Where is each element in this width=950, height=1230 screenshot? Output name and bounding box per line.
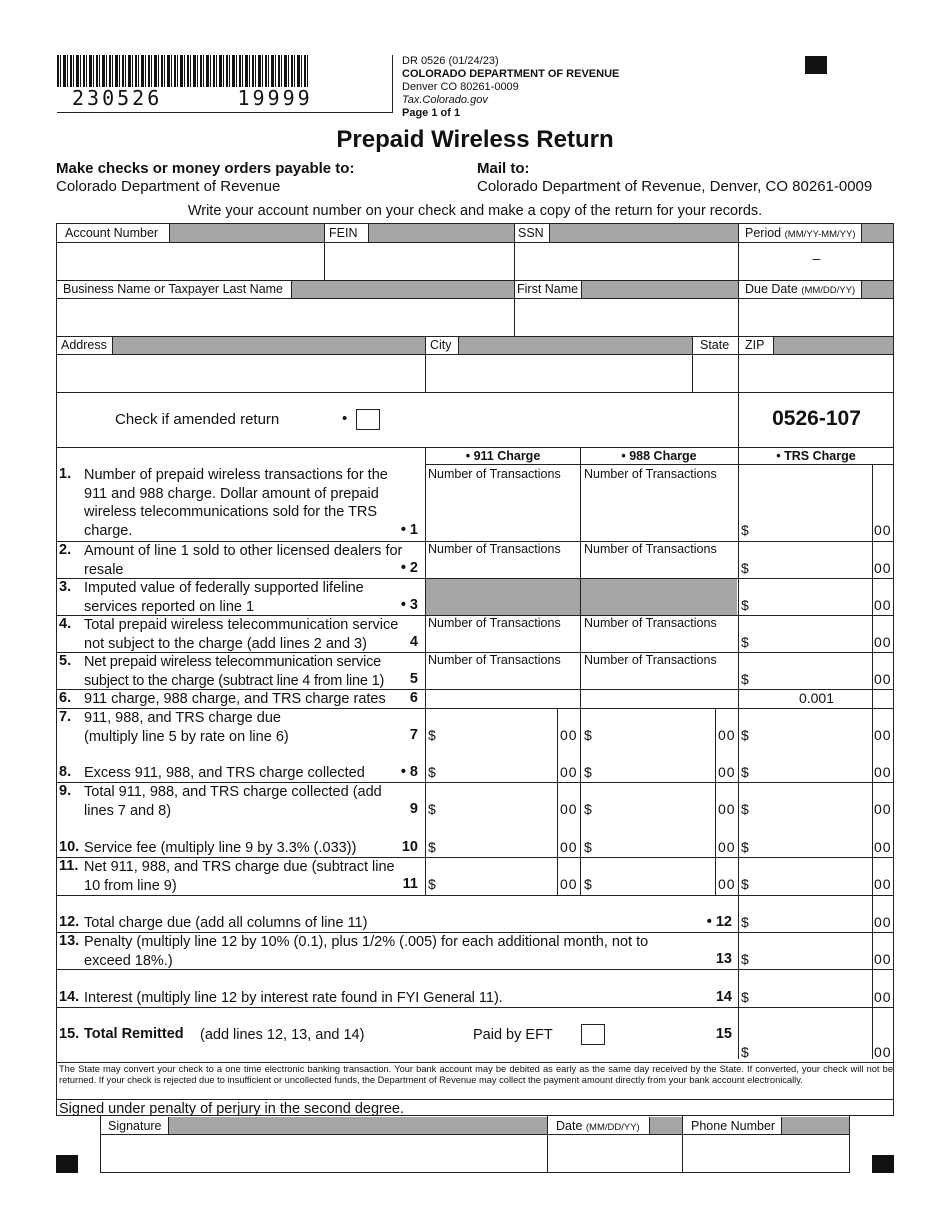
line-9-number: 9. bbox=[59, 783, 72, 799]
line-14-text: Interest (multiply line 12 by interest rate found in FYI General 11). bbox=[84, 990, 503, 1006]
line-4-text: Total prepaid wireless telecommunication service not subject to the charge (add lines 2 and 3) bbox=[84, 617, 399, 652]
payable-value: Colorado Department of Revenue bbox=[56, 178, 281, 195]
website: Tax.Colorado.gov bbox=[402, 94, 488, 106]
signature-label: Signature bbox=[108, 1119, 162, 1133]
line-1-ref: • 1 bbox=[400, 522, 418, 538]
line-5-trs-dollar: $ bbox=[741, 671, 749, 687]
amended-label: Check if amended return bbox=[115, 411, 280, 428]
eft-label: Paid by EFT bbox=[473, 1027, 553, 1043]
line-2-911-caption: Number of Transactions bbox=[428, 542, 561, 556]
line-4-911-caption: Number of Transactions bbox=[428, 616, 561, 630]
line-14-dollar: $ bbox=[741, 989, 749, 1005]
form-code: 0526-107 bbox=[772, 407, 861, 430]
line-8-trs-dollar: $ bbox=[741, 764, 749, 780]
line-3-ref: • 3 bbox=[400, 597, 418, 613]
dept-address: Denver CO 80261-0009 bbox=[402, 81, 519, 93]
line-12-text: Total charge due (add all columns of line 11) bbox=[84, 915, 368, 931]
line-7-988-cents: 00 bbox=[718, 727, 736, 743]
page-title: Prepaid Wireless Return bbox=[336, 126, 614, 153]
line-1-number: 1. bbox=[59, 466, 72, 482]
line-8-trs-cents: 00 bbox=[874, 764, 892, 780]
line-7-text: 911, 988, and TRS charge due (multiply line 5 by rate on line 6) bbox=[84, 710, 289, 745]
page-number: Page 1 of 1 bbox=[402, 107, 461, 119]
line-13-ref: 13 bbox=[715, 951, 732, 967]
line-9-ref: 9 bbox=[409, 801, 418, 817]
line-8-text: Excess 911, 988, and TRS charge collected bbox=[84, 765, 365, 781]
first-name-label: First Name bbox=[517, 282, 579, 296]
line-4-ref: 4 bbox=[409, 634, 418, 650]
due-date-field[interactable] bbox=[739, 299, 893, 335]
account-number-field[interactable] bbox=[57, 243, 323, 279]
line-14-cents: 00 bbox=[874, 989, 892, 1005]
line-9-911-dollar: $ bbox=[428, 801, 436, 817]
line-6-trs-rate: 0.001 bbox=[798, 690, 835, 706]
line-11-988-dollar: $ bbox=[584, 876, 592, 892]
line-11-988-cents: 00 bbox=[718, 876, 736, 892]
line-1-trs-cents: 00 bbox=[874, 522, 892, 538]
col-988-header: • 988 Charge bbox=[621, 449, 697, 463]
instruction: Write your account number on your check and make a copy of the return for your records. bbox=[187, 203, 763, 219]
state-field[interactable] bbox=[693, 355, 737, 391]
city-field[interactable] bbox=[426, 355, 691, 391]
line-9-988-dollar: $ bbox=[584, 801, 592, 817]
line-2-trs-dollar: $ bbox=[741, 560, 749, 576]
line-8-988-dollar: $ bbox=[584, 764, 592, 780]
line-11-number: 11. bbox=[59, 858, 79, 874]
line-10-trs-cents: 00 bbox=[874, 839, 892, 855]
line-10-text: Service fee (multiply line 9 by 3.3% (.033)) bbox=[84, 840, 357, 856]
line-13-number: 13. bbox=[59, 933, 80, 949]
line-1-988-caption: Number of Transactions bbox=[584, 467, 717, 481]
line-10-988-dollar: $ bbox=[584, 839, 592, 855]
line-4-trs-dollar: $ bbox=[741, 634, 749, 650]
line-13-text: Penalty (multiply line 12 by 10% (0.1), plus 1/2% (.005) for each additional month, not to exceed 18%.) bbox=[84, 934, 649, 969]
line-8-988-cents: 00 bbox=[718, 764, 736, 780]
line-1-trs-dollar: $ bbox=[741, 522, 749, 538]
line-9-text: Total 911, 988, and TRS charge collected (add lines 7 and 8) bbox=[84, 784, 382, 819]
line-5-text: Net prepaid wireless telecommunication service subject to the charge (subtract line 4 from line 1) bbox=[84, 654, 385, 689]
ssn-label: SSN bbox=[518, 226, 544, 240]
line-7-trs-cents: 00 bbox=[874, 727, 892, 743]
dept-name: COLORADO DEPARTMENT OF REVENUE bbox=[402, 68, 620, 80]
registration-mark bbox=[56, 1155, 78, 1173]
line-15-text: Total Remitted bbox=[84, 1026, 184, 1042]
city-label: City bbox=[430, 338, 452, 352]
address-field[interactable] bbox=[57, 355, 424, 391]
line-10-911-dollar: $ bbox=[428, 839, 436, 855]
line-12-number: 12. bbox=[59, 914, 80, 930]
line-6-number: 6. bbox=[59, 690, 72, 706]
account-number-label: Account Number bbox=[65, 226, 159, 240]
registration-mark bbox=[872, 1155, 894, 1173]
line-7-911-cents: 00 bbox=[560, 727, 578, 743]
line-14-ref: 14 bbox=[715, 989, 732, 1005]
line-9-trs-cents: 00 bbox=[874, 801, 892, 817]
line-12-ref: • 12 bbox=[706, 914, 732, 930]
line-5-911-caption: Number of Transactions bbox=[428, 653, 561, 667]
line-5-988-caption: Number of Transactions bbox=[584, 653, 717, 667]
line-8-number: 8. bbox=[59, 764, 72, 780]
line-5-ref: 5 bbox=[409, 671, 418, 687]
amended-checkbox[interactable] bbox=[356, 409, 380, 430]
line-15-cents: 00 bbox=[874, 1044, 892, 1060]
phone-label: Phone Number bbox=[691, 1119, 776, 1133]
line-6-text: 911 charge, 988 charge, and TRS charge rates bbox=[84, 691, 386, 707]
line-2-number: 2. bbox=[59, 542, 72, 558]
barcode-number: 230526 19999 bbox=[72, 86, 313, 110]
line-3-trs-cents: 00 bbox=[874, 597, 892, 613]
line-7-number: 7. bbox=[59, 709, 72, 725]
line-10-ref: 10 bbox=[401, 839, 418, 855]
line-10-trs-dollar: $ bbox=[741, 839, 749, 855]
col-trs-header: • TRS Charge bbox=[776, 449, 856, 463]
amended-bullet: • bbox=[342, 410, 348, 427]
line-2-988-caption: Number of Transactions bbox=[584, 542, 717, 556]
line-2-ref: • 2 bbox=[400, 560, 418, 576]
line-11-911-dollar: $ bbox=[428, 876, 436, 892]
line-14-number: 14. bbox=[59, 989, 80, 1005]
line-9-911-cents: 00 bbox=[560, 801, 578, 817]
line-6-ref: 6 bbox=[409, 690, 418, 706]
line-11-trs-dollar: $ bbox=[741, 876, 749, 892]
line-7-trs-dollar: $ bbox=[741, 727, 749, 743]
line-7-ref: 7 bbox=[409, 727, 418, 743]
line-15-text2: (add lines 12, 13, and 14) bbox=[200, 1027, 365, 1043]
line-8-ref: • 8 bbox=[400, 764, 418, 780]
zip-field[interactable] bbox=[739, 355, 893, 391]
line-3-text: Imputed value of federally supported lifeline services reported on line 1 bbox=[84, 580, 364, 615]
mail-label: Mail to: bbox=[477, 160, 530, 177]
barcode bbox=[57, 55, 310, 87]
line-10-number: 10. bbox=[59, 839, 80, 855]
ssn-field[interactable] bbox=[515, 243, 737, 279]
line-15-ref: 15 bbox=[715, 1026, 732, 1042]
line-13-dollar: $ bbox=[741, 951, 749, 967]
disclaimer: The State may convert your check to a one time electronic banking transaction. Your bank account may be debited as early as the same day received by the State. If converted, your check will not be returned. If your check is rejected due to insufficient or uncollected funds, the Department of Revenue may collect the payment amount directly from your bank account electronically. bbox=[59, 1064, 893, 1085]
state-label: State bbox=[700, 338, 730, 352]
line-2-trs-cents: 00 bbox=[874, 560, 892, 576]
fein-label: FEIN bbox=[329, 226, 358, 240]
line-11-911-cents: 00 bbox=[560, 876, 578, 892]
mail-value: Colorado Department of Revenue, Denver, CO 80261-0009 bbox=[477, 178, 873, 195]
phone-field[interactable] bbox=[683, 1135, 849, 1172]
line-10-988-cents: 00 bbox=[718, 839, 736, 855]
line-12-cents: 00 bbox=[874, 914, 892, 930]
line-4-number: 4. bbox=[59, 616, 72, 632]
zip-label: ZIP bbox=[745, 338, 765, 352]
line-9-trs-dollar: $ bbox=[741, 801, 749, 817]
signed-statement: Signed under penalty of perjury in the second degree. bbox=[59, 1101, 405, 1117]
line-7-988-dollar: $ bbox=[584, 727, 592, 743]
signature-field[interactable] bbox=[101, 1135, 546, 1172]
line-5-number: 5. bbox=[59, 653, 72, 669]
line-8-911-dollar: $ bbox=[428, 764, 436, 780]
sign-date-field[interactable] bbox=[548, 1135, 681, 1172]
line-11-text: Net 911, 988, and TRS charge due (subtract line 10 from line 9) bbox=[84, 859, 395, 894]
registration-mark bbox=[805, 56, 827, 74]
line-8-911-cents: 00 bbox=[560, 764, 578, 780]
line-15-number: 15. bbox=[59, 1026, 80, 1042]
line-9-988-cents: 00 bbox=[718, 801, 736, 817]
line-12-dollar: $ bbox=[741, 914, 749, 930]
address-label: Address bbox=[61, 338, 107, 352]
line-1-911-caption: Number of Transactions bbox=[428, 467, 561, 481]
payable-label: Make checks or money orders payable to: bbox=[56, 160, 355, 177]
line-3-trs-dollar: $ bbox=[741, 597, 749, 613]
period-label: Period (MM/YY-MM/YY) bbox=[745, 226, 856, 240]
col-911-header: • 911 Charge bbox=[465, 449, 541, 463]
line-3-number: 3. bbox=[59, 579, 72, 595]
eft-checkbox[interactable] bbox=[581, 1024, 605, 1045]
line-10-911-cents: 00 bbox=[560, 839, 578, 855]
line-4-988-caption: Number of Transactions bbox=[584, 616, 717, 630]
line-15-dollar: $ bbox=[741, 1044, 749, 1060]
fein-field[interactable] bbox=[325, 243, 513, 279]
form-id: DR 0526 (01/24/23) bbox=[402, 55, 499, 67]
first-name-field[interactable] bbox=[515, 299, 737, 335]
line-1-text: Number of prepaid wireless transactions for the 911 and 988 charge. Dollar amount of prepaid wireless telecommunications sold for the TRS charge. bbox=[84, 467, 388, 539]
line-13-cents: 00 bbox=[874, 951, 892, 967]
line-2-text: Amount of line 1 sold to other licensed dealers for resale bbox=[84, 543, 403, 578]
business-name-label: Business Name or Taxpayer Last Name bbox=[63, 282, 284, 296]
line-11-trs-cents: 00 bbox=[874, 876, 892, 892]
line-5-trs-cents: 00 bbox=[874, 671, 892, 687]
due-date-label: Due Date (MM/DD/YY) bbox=[745, 282, 856, 296]
line-7-911-dollar: $ bbox=[428, 727, 436, 743]
line-4-trs-cents: 00 bbox=[874, 634, 892, 650]
business-name-field[interactable] bbox=[57, 299, 513, 335]
line-11-ref: 11 bbox=[402, 876, 418, 892]
sign-date-label: Date (MM/DD/YY) bbox=[556, 1119, 640, 1133]
period-field[interactable]: – bbox=[812, 250, 821, 266]
